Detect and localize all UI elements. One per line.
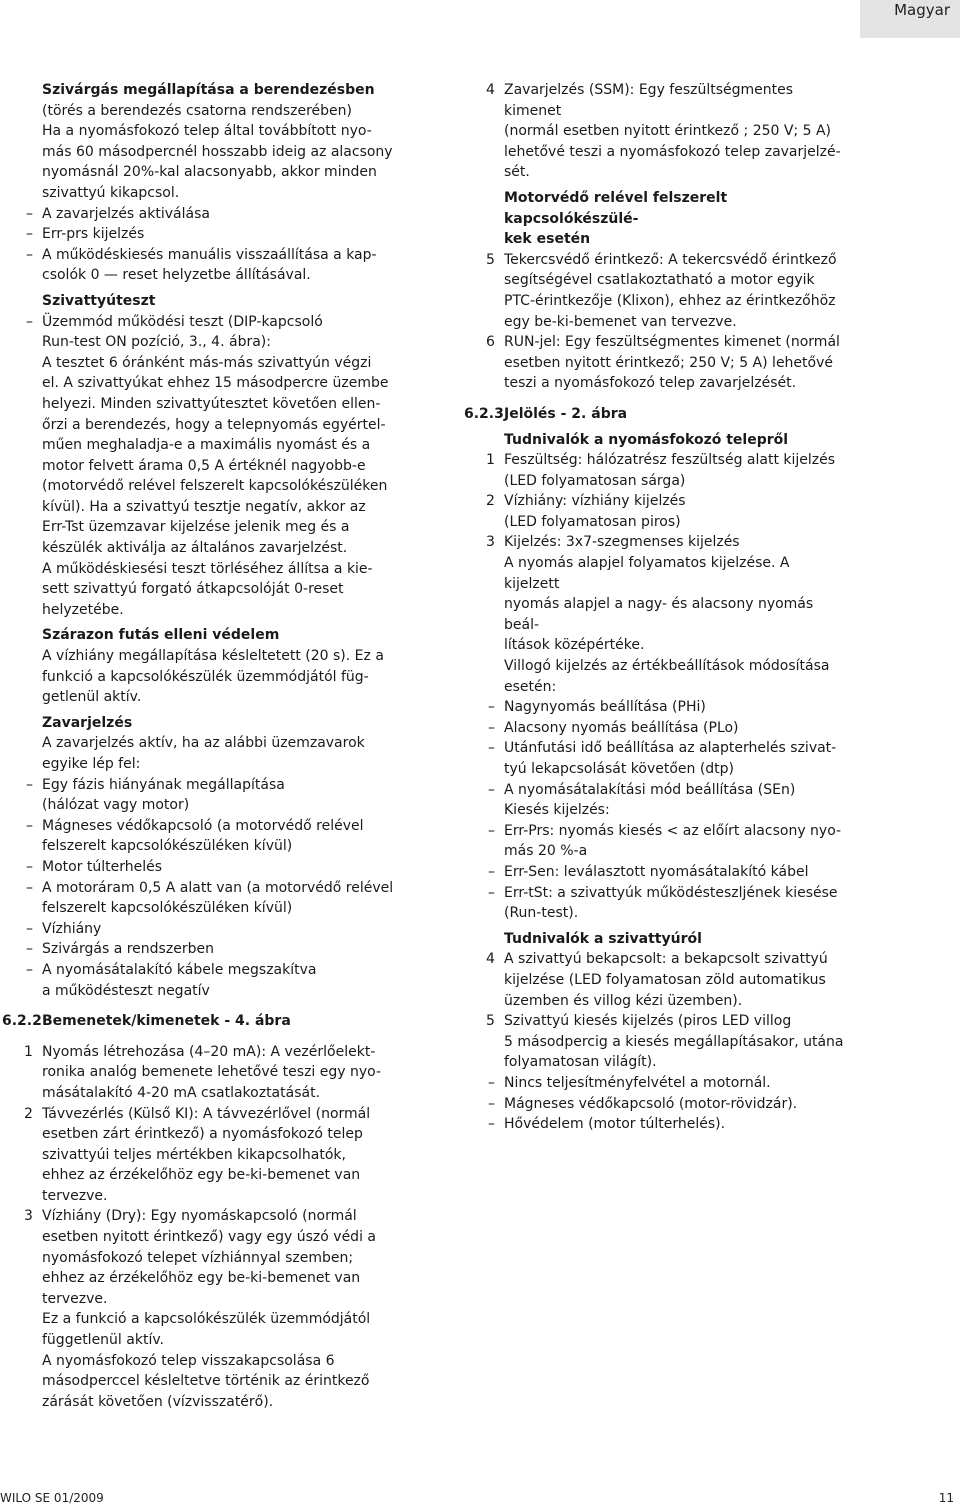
bullet-item-cont: (hálózat vagy motor): [42, 797, 190, 814]
numbered-item: ehhez az érzékelőhöz egy be-ki-bemenet van: [42, 1167, 361, 1184]
numbered-item: folyamatosan világít).: [504, 1054, 657, 1071]
section-heading: Tudnivalók a szivattyúról: [504, 930, 702, 947]
text-line: helyezi. Minden szivattyútesztet követően ellen-: [42, 395, 381, 412]
item-number: 4: [486, 951, 495, 968]
bullet-item: csolók 0 — reset helyzetbe állításával.: [42, 267, 311, 284]
bullet-item-cont: a működésteszt negatív: [42, 982, 210, 999]
text-line: műen meghaladja-e a maximális nyomást és a: [42, 437, 371, 454]
numbered-item: (LED folyamatosan piros): [504, 513, 681, 530]
bullet-item: – Nagynyomás beállítása (PHi): [504, 697, 844, 718]
spacer: [504, 394, 844, 404]
numbered-item: Villogó kijelzés az értékbeállítások módosítása: [504, 658, 830, 675]
numbered-item: szivattyúi teljes mértékben kikapcsolhatók,: [42, 1146, 346, 1163]
numbered-item: másátalakító 4-20 mA csatlakoztatását.: [42, 1084, 321, 1101]
section-heading: Szivattyúteszt: [42, 292, 156, 309]
bullet-item: – Hővédelem (motor túlterhelés).: [504, 1114, 844, 1135]
dash-marker: –: [26, 205, 33, 222]
numbered-item: ehhez az érzékelőhöz egy be-ki-bemenet van: [42, 1270, 361, 1287]
text-line: készülék aktiválja az általános zavarjelzést.: [42, 540, 348, 557]
section-heading: Szárazon futás elleni védelem: [42, 627, 280, 644]
numbered-item: nyomás alapjel a nagy- és alacsony nyomás beál-: [504, 596, 814, 633]
dash-marker: –: [488, 740, 495, 757]
bullet-item: – Nincs teljesítményfelvétel a motornál.: [504, 1073, 844, 1094]
language-tab: [860, 0, 960, 38]
bullet-item: – Err-Sen: leválasztott nyomásátalakító kábel: [504, 862, 844, 883]
dash-marker: –: [488, 822, 495, 839]
text-line: egyike lép fel:: [42, 756, 141, 772]
item-number: 5: [486, 1013, 495, 1030]
dash-marker: –: [26, 313, 33, 330]
text-line: A vízhiány megállapítása késleltetett (20 s). Ez a: [42, 648, 384, 665]
bullet-item: – Vízhiány: [42, 919, 400, 940]
numbered-item: 6 RUN-jel: Egy feszültségmentes kimenet (normál: [504, 332, 844, 353]
dash-marker: –: [26, 961, 33, 978]
bullet-item: – A nyomásátalakítási mód beállítása (SEn): [504, 780, 844, 801]
bullet-item: – A zavarjelzés aktiválása: [42, 204, 400, 225]
numbered-item: A nyomás alapjel folyamatos kijelzése. A kijelzett: [504, 555, 790, 592]
numbered-item: kijelzése (LED folyamatosan zöld automatikus: [504, 971, 826, 988]
section-number: 6.2.2: [2, 1013, 42, 1030]
bullet-item: – Egy fázis hiányának megállapítása: [42, 775, 400, 796]
dash-marker: –: [488, 699, 495, 716]
bullet-item: – Utánfutási idő beállítása az alapterhelés szivat-: [504, 738, 844, 759]
numbered-item: 5 Szivattyú kiesés kijelzés (piros LED villog: [504, 1011, 844, 1032]
item-number: 2: [486, 493, 495, 510]
numbered-item: esetben nyitott érintkező; 250 V; 5 A) lehetővé: [504, 354, 833, 371]
numbered-item: egy be-ki-bemenet van tervezve.: [504, 313, 737, 330]
numbered-item: segítségével csatlakoztatható a motor egyik: [504, 272, 815, 289]
bullet-item: – A nyomásátalakító kábele megszakítva: [42, 960, 400, 981]
text-line: funkció a kapcsolókészülék üzemmódjától füg-: [42, 668, 369, 685]
dash-marker: –: [488, 884, 495, 901]
numbered-item: 5 másodpercig a kiesés megállapításakor, utána: [504, 1033, 844, 1050]
text-line: kívül). Ha a szivattyú tesztje negatív, akkor az: [42, 498, 366, 515]
numbered-item: nyomásfokozó telepet vízhiánnyal szemben;: [42, 1249, 354, 1266]
bullet-item: – Err-tSt: a szivattyúk működésteszljének kiesése: [504, 883, 844, 904]
text-line: Kiesés kijelzés:: [504, 802, 610, 819]
footer-publisher: WILO SE 01/2009: [0, 1491, 104, 1505]
numbered-item: Ez a funkció a kapcsolókészülék üzemmódjától: [42, 1311, 371, 1328]
numbered-item: sét.: [504, 164, 530, 181]
dash-marker: –: [488, 863, 495, 880]
section-heading: 6.2.3 Jelölés - 2. ábra: [504, 404, 844, 425]
dash-marker: –: [26, 776, 33, 793]
text-line: (törés a berendezés csatorna rendszerében): [42, 102, 353, 119]
numbered-item: 1 Feszültség: hálózatrész feszültség alatt kijelzés: [504, 450, 844, 471]
dash-marker: –: [26, 941, 33, 958]
spacer: [42, 1032, 400, 1042]
text-line: motor felvett árama 0,5 A értéknél nagyobb-e: [42, 457, 366, 474]
dash-marker: –: [26, 858, 33, 875]
item-number: 1: [24, 1043, 33, 1060]
item-number: 5: [486, 251, 495, 268]
item-number: 6: [486, 334, 495, 351]
bullet-item: – A működéskiesés manuális visszaállítása a kap-: [42, 245, 400, 266]
numbered-item: 2 Távvezérlés (Külső KI): A távvezérlővel (normál: [42, 1104, 400, 1125]
bullet-item: – A motoráram 0,5 A alatt van (a motorvédő relével: [42, 878, 400, 899]
numbered-item: esetben zárt érintkező) a nyomásfokozó telep: [42, 1126, 363, 1143]
numbered-item: 4 A szivattyú bekapcsolt: a bekapcsolt szivattyú: [504, 949, 844, 970]
bullet-item-cont: tyú lekapcsolását követően (dtp): [504, 761, 735, 777]
text-line: getlenül aktív.: [42, 689, 142, 706]
numbered-item: (normál esetben nyitott érintkező ; 250 V; 5 A): [504, 123, 832, 140]
left-column: [2, 80, 400, 1412]
bullet-item: – Alacsony nyomás beállítása (PLo): [504, 718, 844, 739]
text-line: A tesztet 6 óránként más-más szivattyún végzi: [42, 354, 372, 371]
dash-marker: –: [488, 719, 495, 736]
dash-marker: –: [26, 879, 33, 896]
text-line: Err-Tst üzemzavar kijelzése jelenik meg és a: [42, 519, 350, 536]
dash-marker: –: [26, 246, 33, 263]
right-column: [464, 80, 844, 1135]
text-line: A működéskiesési teszt törléséhez állítsa a kie-: [42, 560, 373, 577]
spacer: [42, 1001, 400, 1011]
numbered-item: esetén:: [504, 678, 557, 695]
dash-marker: –: [488, 1095, 495, 1112]
dash-marker: –: [488, 1074, 495, 1091]
bullet-item: – Motor túlterhelés: [42, 857, 400, 878]
numbered-item: ronika analóg bemenete lehetővé teszi egy nyo-: [42, 1064, 382, 1081]
numbered-item: másodperccel késleltetve történik az érintkező: [42, 1373, 370, 1390]
section-heading: Zavarjelzés: [42, 714, 133, 731]
numbered-item: 5 Tekercsvédő érintkező: A tekercsvédő érintkező: [504, 250, 844, 271]
bullet-item-cont: felszerelt kapcsolókészüléken kívül): [42, 838, 293, 855]
text-line: (motorvédő relével felszerelt kapcsolókészüléken: [42, 478, 388, 495]
numbered-item: lítások középértéke.: [504, 637, 645, 654]
numbered-item: 3 Kijelzés: 3x7-szegmenses kijelzés: [504, 532, 844, 553]
numbered-item: A nyomásfokozó telep visszakapcsolása 6: [42, 1352, 335, 1369]
section-heading: kek esetén: [504, 231, 591, 248]
item-number: 3: [486, 534, 495, 551]
section-heading: Szivárgás megállapítása a berendezésben: [42, 82, 375, 98]
text-line: más 60 másodpercnél hosszabb ideig az alacsony: [42, 143, 393, 160]
dash-marker: –: [26, 226, 33, 243]
numbered-item: esetben nyitott érintkező) vagy egy úszó védi a: [42, 1229, 376, 1246]
bullet-item: – Üzemmód működési teszt (DIP-kapcsoló: [42, 312, 400, 333]
page-number: 11: [938, 1491, 954, 1505]
dash-marker: –: [488, 1116, 495, 1133]
numbered-item: függetlenül aktív.: [42, 1332, 164, 1349]
section-heading: 6.2.2 Bemenetek/kimenetek - 4. ábra: [42, 1011, 400, 1032]
bullet-item: – Err-Prs: nyomás kiesés < az előírt alacsony nyo-: [504, 821, 844, 842]
bullet-item: – Err-prs kijelzés: [42, 224, 400, 245]
numbered-item: 4 Zavarjelzés (SSM): Egy feszültségmentes kimenet: [486, 82, 794, 119]
numbered-item: 3 Vízhiány (Dry): Egy nyomáskapcsoló (normál: [42, 1206, 400, 1227]
language-label: Magyar: [894, 1, 950, 19]
numbered-item: zárását követően (vízvisszatérő).: [42, 1393, 274, 1410]
text-line: helyzetébe.: [42, 601, 124, 618]
numbered-item: 1 Nyomás létrehozása (4–20 mA): A vezérlőelekt-: [42, 1042, 400, 1063]
bullet-item-cont: felszerelt kapcsolókészüléken kívül): [42, 900, 293, 917]
dash-marker: –: [488, 781, 495, 798]
item-number: 3: [24, 1208, 33, 1225]
text-line: szivattyú kikapcsol.: [42, 184, 180, 201]
section-heading: Motorvédő relével felszerelt kapcsolókészülé-: [504, 189, 728, 227]
text-line: el. A szivattyúkat ehhez 15 másodpercre üzembe: [42, 375, 389, 392]
bullet-item-cont: (Run-test).: [504, 905, 579, 922]
numbered-item: teszi a nyomásfokozó telep zavarjelzését.: [504, 375, 797, 392]
text-line: Ha a nyomásfokozó telep által továbbított nyo-: [42, 123, 372, 140]
text-line: sett szivattyú forgató átkapcsolóját 0-reset: [42, 581, 344, 598]
numbered-item: tervezve.: [42, 1290, 108, 1307]
bullet-item: – Szivárgás a rendszerben: [42, 939, 400, 960]
numbered-item: 2 Vízhiány: vízhiány kijelzés: [504, 491, 844, 512]
dash-marker: –: [26, 920, 33, 937]
section-number: 6.2.3: [464, 405, 504, 422]
bullet-item: Run-test ON pozíció, 3., 4. ábra):: [42, 334, 271, 351]
item-number: 1: [486, 452, 495, 469]
dash-marker: –: [26, 817, 33, 834]
numbered-item: (LED folyamatosan sárga): [504, 472, 686, 489]
item-number: 2: [24, 1105, 33, 1122]
text-line: A zavarjelzés aktív, ha az alábbi üzemzavarok: [42, 735, 365, 752]
numbered-item: PTC-érintkezője (Klixon), ehhez az érintkezőhöz: [504, 292, 836, 309]
numbered-item: tervezve.: [42, 1187, 108, 1204]
text-line: nyomásnál 20%-kal alacsonyabb, akkor minden: [42, 164, 377, 181]
bullet-item: – Mágneses védőkapcsoló (motor-rövidzár).: [504, 1094, 844, 1115]
item-number: 4: [486, 82, 495, 98]
numbered-item: üzemben és villog kézi üzemben).: [504, 992, 743, 1009]
text-line: őrzi a berendezés, hogy a telepnyomás egyértel-: [42, 416, 386, 433]
bullet-item: – Mágneses védőkapcsoló (a motorvédő relével: [42, 816, 400, 837]
section-heading: Tudnivalók a nyomásfokozó telepről: [504, 431, 789, 448]
bullet-item-cont: más 20 %-a: [504, 843, 588, 860]
numbered-item: lehetővé teszi a nyomásfokozó telep zavarjelzé-: [504, 143, 841, 160]
